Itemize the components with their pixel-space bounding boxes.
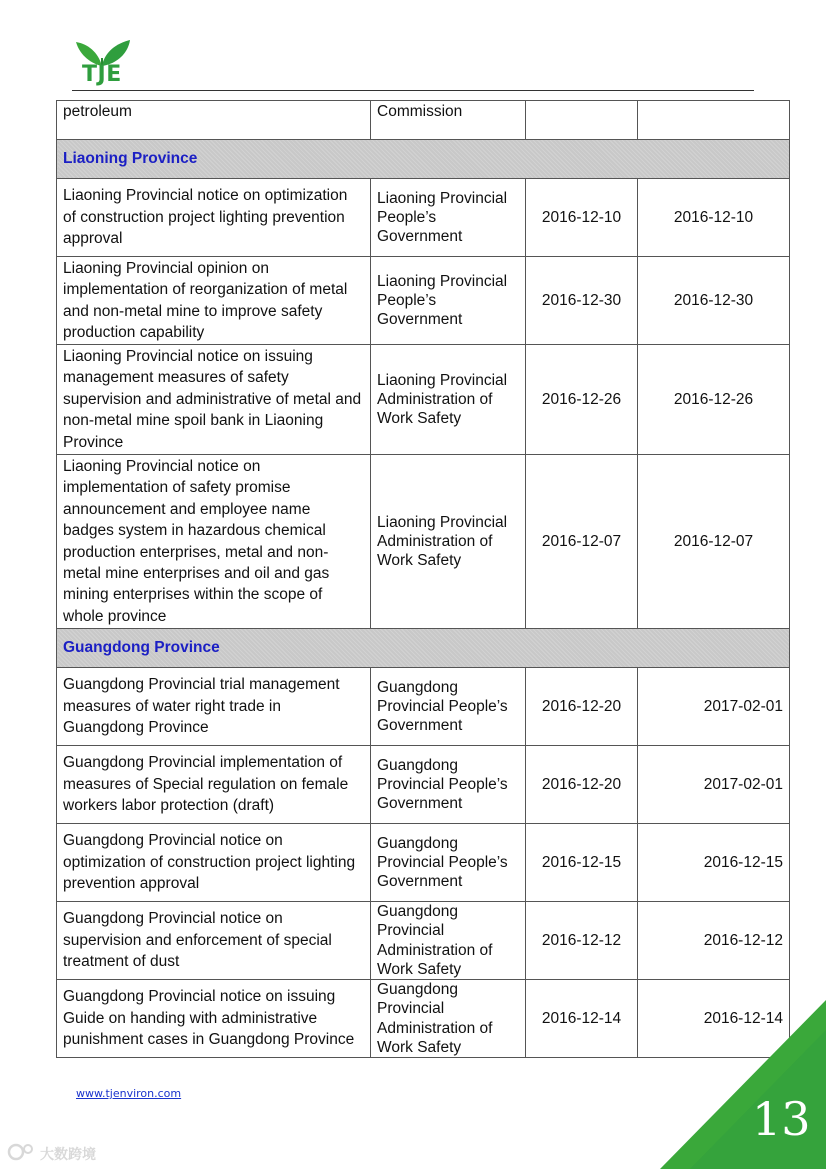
agency-text: Guangdong Provincial People’s Government [377,678,508,735]
issued-date [526,101,638,140]
effective-date: 2016-12-30 [638,257,790,345]
effective-date: 2016-12-26 [638,345,790,455]
regulation-title: Liaoning Provincial opinion on implementation of reorganization of metal and non-metal mine to improve safety production capability [57,257,371,345]
agency-text: Guangdong Provincial People’s Government [377,834,508,891]
section-header-row [57,140,790,179]
issuing-agency [371,902,526,980]
regulation-title: Liaoning Provincial notice on optimization of construction project lighting prevention approval [57,179,371,257]
effective-date: 2016-12-14 [638,980,790,1058]
table-row [57,746,790,824]
issuing-agency [371,746,526,824]
effective-date: 2016-12-07 [638,455,790,629]
issuing-agency [371,257,526,345]
issuing-agency [371,824,526,902]
logo-text: TJE [82,62,122,87]
issuing-agency: Commission [371,101,526,140]
issued-date: 2016-12-26 [526,345,638,455]
agency-text: Liaoning Provincial Administration of Work Safety [377,371,508,428]
issuing-agency [371,345,526,455]
issuing-agency [371,179,526,257]
effective-date: 2016-12-10 [638,179,790,257]
regulation-title: Guangdong Provincial trial management measures of water right trade in Guangdong Province [57,668,371,746]
issued-date: 2016-12-15 [526,824,638,902]
effective-date [638,101,790,140]
issued-date: 2016-12-30 [526,257,638,345]
issued-date: 2016-12-20 [526,746,638,824]
regulation-title: Liaoning Provincial notice on implementation of safety promise announcement and employee name badges system in hazardous chemical production enterprises, metal and non-metal mine enterprises and oil and gas mining enterprises within the scope of whole province [57,455,371,629]
table-row [57,668,790,746]
regulations-table [56,100,790,1058]
regulation-title: Guangdong Provincial notice on supervision and enforcement of special treatment of dust [57,902,371,980]
table-row [57,455,790,629]
agency-text: Guangdong Provincial People’s Government [377,756,508,813]
section-title: Liaoning Province [57,140,790,179]
regulation-title: Guangdong Provincial implementation of measures of Special regulation on female workers labor protection (draft) [57,746,371,824]
table-row [57,345,790,455]
table-row [57,824,790,902]
issued-date: 2016-12-10 [526,179,638,257]
effective-date: 2017-02-01 [638,668,790,746]
watermark-text: 大数跨境 [40,1147,96,1163]
watermark [6,1140,116,1164]
agency-text: Guangdong Provincial Administration of Work Safety [377,903,493,978]
section-header-row [57,629,790,668]
header-rule [72,90,754,91]
issuing-agency [371,455,526,629]
agency-text: Liaoning Provincial Administration of Work Safety [377,513,508,570]
regulation-title: petroleum [57,101,371,140]
agency-text: Guangdong Provincial Administration of Work Safety [377,981,493,1056]
effective-date: 2016-12-12 [638,902,790,980]
issued-date: 2016-12-07 [526,455,638,629]
website-link[interactable]: www.tjenviron.com [76,1087,182,1100]
table-row [57,902,790,980]
tje-logo [74,38,134,90]
watermark-icon [6,1140,36,1164]
regulation-title: Liaoning Provincial notice on issuing management measures of safety supervision and administrative of metal and non-metal mine spoil bank in Liaoning Province [57,345,371,455]
issued-date: 2016-12-12 [526,902,638,980]
section-title: Guangdong Province [57,629,790,668]
issuing-agency [371,980,526,1058]
issuing-agency [371,668,526,746]
effective-date: 2016-12-15 [638,824,790,902]
table-row [57,257,790,345]
regulation-title: Guangdong Provincial notice on issuing Guide on handing with administrative punishment cases in Guangdong Province [57,980,371,1058]
agency-text: Liaoning Provincial People’s Government [377,189,508,246]
agency-text: Liaoning Provincial People’s Government [377,272,508,329]
page-number: 13 [752,1092,811,1146]
issued-date: 2016-12-20 [526,668,638,746]
issued-date: 2016-12-14 [526,980,638,1058]
effective-date: 2017-02-01 [638,746,790,824]
regulation-title: Guangdong Provincial notice on optimization of construction project lighting prevention approval [57,824,371,902]
table-row [57,101,790,140]
table-row [57,179,790,257]
